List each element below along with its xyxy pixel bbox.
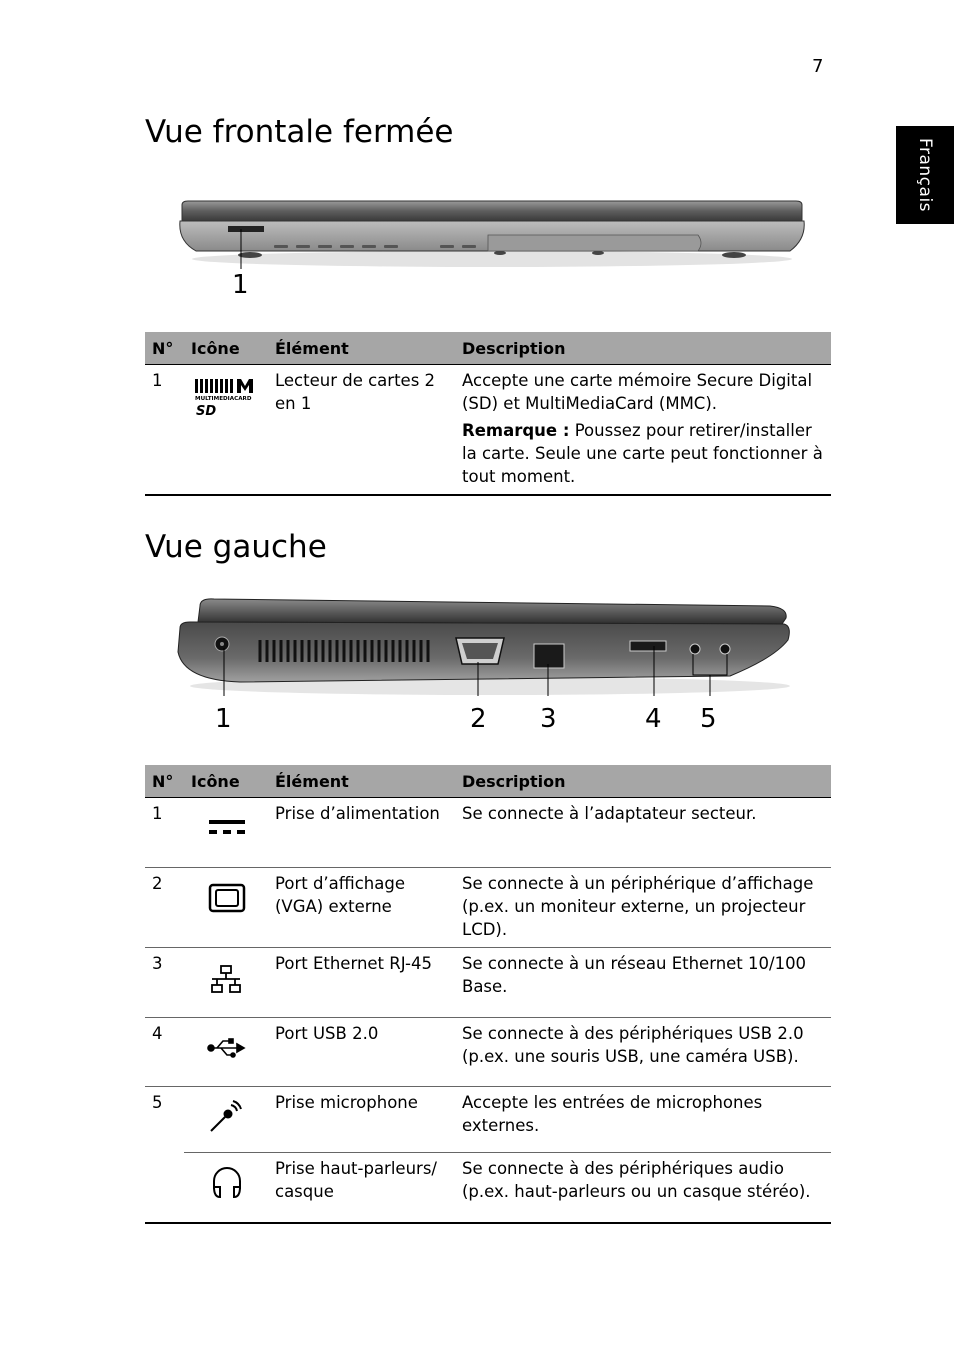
row-description: Se connecte à des périphériques USB 2.0 (p.ex. une souris USB, une caméra USB). (455, 1018, 831, 1087)
row-note (462, 419, 825, 488)
callout-left-1: 1 (215, 704, 232, 734)
callout-left-2: 2 (470, 704, 487, 734)
table-row (145, 798, 831, 868)
note-label: Remarque : (462, 421, 570, 440)
row-element: Port Ethernet RJ-45 (268, 948, 455, 1018)
row-description: Se connecte à des périphériques audio (p.ex. haut-parleurs ou un casque stéréo). (455, 1153, 831, 1223)
callout-left-3: 3 (540, 704, 557, 734)
header-element: Élément (268, 332, 455, 365)
left-view-table (145, 765, 831, 1224)
callout-left-4: 4 (645, 704, 662, 734)
ethernet-network-icon (209, 964, 245, 996)
table-row (145, 1087, 831, 1153)
sd-logo-text: SD (196, 404, 217, 419)
section-title-front-view: Vue frontale fermée (145, 114, 454, 150)
section-title-left-view: Vue gauche (145, 529, 327, 565)
dc-power-icon (207, 812, 247, 842)
header-description: Description (455, 332, 831, 365)
row-element: Prise microphone (268, 1087, 455, 1153)
note-text: Poussez pour retirer/installer la carte. Seule une carte peut fonctionner à tout moment. (462, 421, 823, 486)
row-element: Prise haut-parleurs/ casque (268, 1153, 455, 1223)
table-row (145, 365, 831, 496)
row-number: 5 (152, 1093, 163, 1112)
laptop-front-closed-illustration (170, 195, 815, 275)
table-row (145, 1153, 831, 1223)
vga-port-icon (207, 882, 247, 914)
row-description-text: Accepte une carte mémoire Secure Digital (SD) et MultiMediaCard (MMC). (462, 371, 813, 413)
row-description: Se connecte à un périphérique d’affichage (p.ex. un moniteur externe, un projecteur LCD). (455, 868, 831, 948)
row-number: 3 (145, 948, 184, 1018)
row-element: Prise d’alimentation (268, 798, 455, 868)
row-description: Accepte les entrées de microphones externes. (455, 1087, 831, 1153)
row-number: 1 (145, 365, 184, 496)
header-icon: Icône (184, 765, 268, 798)
header-description: Description (455, 765, 831, 798)
page-number: 7 (812, 56, 824, 77)
usb-icon (207, 1034, 247, 1060)
header-number: N° (145, 332, 184, 365)
header-icon: Icône (184, 332, 268, 365)
table-row (145, 948, 831, 1018)
row-number (145, 1153, 184, 1223)
language-tab (896, 126, 954, 224)
callout-left-5: 5 (700, 704, 717, 734)
microphone-icon (207, 1099, 247, 1135)
row-element: Lecteur de cartes 2 en 1 (268, 365, 455, 496)
row-description (455, 365, 831, 496)
header-element: Élément (268, 765, 455, 798)
callout-front-1: 1 (232, 270, 249, 300)
table-row (145, 868, 831, 948)
row-number: 1 (145, 798, 184, 868)
row-element: Port USB 2.0 (268, 1018, 455, 1087)
table-header-row (145, 765, 831, 798)
row-number: 4 (145, 1018, 184, 1087)
sd-mmc-card-icon (193, 377, 257, 421)
language-tab-label: Français (915, 137, 935, 213)
mmc-logo-text: MULTIMEDIACARD (195, 396, 252, 402)
row-description: Se connecte à l’adaptateur secteur. (455, 798, 831, 868)
table-header-row (145, 332, 831, 365)
laptop-left-side-illustration (170, 592, 820, 702)
front-view-table (145, 332, 831, 496)
table-row (145, 1018, 831, 1087)
header-number: N° (145, 765, 184, 798)
headphones-icon (209, 1165, 245, 1201)
row-element: Port d’affichage (VGA) externe (268, 868, 455, 948)
row-number: 2 (145, 868, 184, 948)
row-description: Se connecte à un réseau Ethernet 10/100 Base. (455, 948, 831, 1018)
